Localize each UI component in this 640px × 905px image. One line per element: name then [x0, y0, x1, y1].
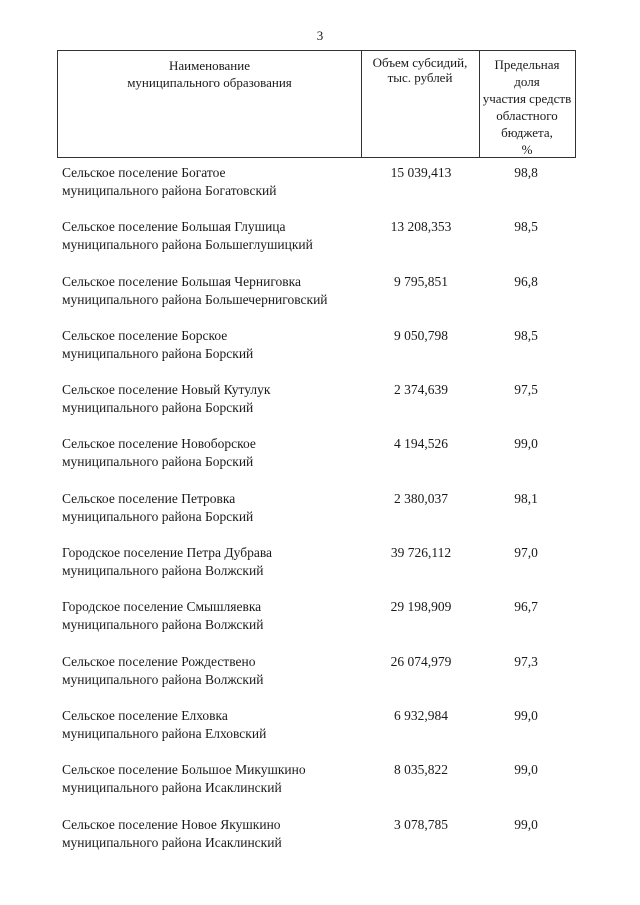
table-row — [0, 653, 640, 707]
municipality-name: Сельское поселение Рождествено муниципального района Волжский — [62, 653, 264, 687]
page-number: 3 — [316, 28, 324, 43]
budget-share: 96,8 — [514, 273, 538, 289]
budget-share: 97,5 — [514, 382, 538, 398]
municipality-name: Сельское поселение Борское муниципального района Борский — [62, 327, 254, 361]
subsidy-volume: 2 380,037 — [394, 490, 448, 506]
budget-share: 99,0 — [514, 707, 538, 723]
table-row — [0, 490, 640, 544]
table-row — [0, 218, 640, 272]
budget-share: 98,5 — [514, 219, 538, 235]
table-row — [0, 816, 640, 870]
table-body — [0, 164, 640, 870]
subsidy-volume: 26 074,979 — [390, 653, 452, 669]
header-volume-line: тыс. рублей — [387, 70, 453, 85]
subsidy-volume: 29 198,909 — [390, 599, 452, 615]
municipality-name: Сельское поселение Богатое муниципального района Богатовский — [62, 165, 277, 198]
subsidy-volume: 6 932,984 — [394, 707, 448, 723]
table-row — [0, 273, 640, 327]
subsidy-volume: 3 078,785 — [394, 816, 448, 832]
municipality-name: Сельское поселение Большое Микушкино муниципального района Исаклинский — [62, 762, 306, 796]
budget-share: 99,0 — [514, 816, 538, 832]
budget-share: 96,7 — [514, 599, 538, 615]
header-share-line: бюджета, — [501, 125, 553, 140]
header-name-line: муниципального образования — [127, 75, 292, 90]
municipality-name: Сельское поселение Новое Якушкино муниципального района Исаклинский — [62, 816, 282, 850]
municipality-name: Городское поселение Петра Дубрава муниципального района Волжский — [62, 545, 273, 579]
header-share-column — [479, 56, 575, 158]
subsidy-volume: 15 039,413 — [390, 165, 452, 180]
budget-share: 99,0 — [514, 436, 538, 452]
municipality-name: Сельское поселение Новоборское муниципального района Борский — [62, 436, 256, 470]
subsidy-volume: 2 374,639 — [394, 382, 448, 398]
budget-share: 97,3 — [514, 653, 538, 669]
budget-share: 97,0 — [514, 545, 538, 561]
table-row — [0, 598, 640, 652]
table-row — [0, 164, 640, 218]
header-share-line: % — [521, 142, 533, 157]
header-share-line: доля — [514, 74, 540, 89]
municipality-name: Сельское поселение Петровка муниципального района Борский — [62, 490, 254, 524]
budget-share: 98,5 — [514, 327, 538, 343]
header-share-line: областного — [496, 108, 558, 123]
header-share-line: Предельная — [494, 57, 560, 72]
header-volume-line: Объем субсидий, — [372, 55, 468, 70]
budget-share: 98,1 — [514, 490, 538, 506]
table-row — [0, 327, 640, 381]
municipality-name: Сельское поселение Елховка муниципального района Елховский — [62, 707, 267, 741]
subsidy-volume: 9 795,851 — [394, 273, 448, 289]
table-row — [0, 381, 640, 435]
subsidy-volume: 4 194,526 — [394, 436, 448, 452]
budget-share: 98,8 — [514, 165, 538, 180]
subsidy-volume: 8 035,822 — [394, 762, 448, 778]
header-name-column — [58, 57, 361, 91]
table-row — [0, 761, 640, 815]
table-row — [0, 544, 640, 598]
budget-share: 99,0 — [514, 762, 538, 778]
header-name-line: Наименование — [169, 58, 250, 73]
subsidy-volume: 9 050,798 — [394, 327, 448, 343]
subsidy-volume: 13 208,353 — [390, 219, 452, 235]
municipality-name: Сельское поселение Большая Черниговка муниципального района Большечерниговский — [62, 273, 328, 307]
header-volume-column — [361, 55, 479, 85]
table-row — [0, 707, 640, 761]
municipality-name: Сельское поселение Большая Глушица муниципального района Большеглушицкий — [62, 219, 313, 253]
subsidy-volume: 39 726,112 — [390, 545, 452, 561]
table-row — [0, 435, 640, 489]
municipality-name: Городское поселение Смышляевка муниципального района Волжский — [62, 599, 264, 633]
table-header — [57, 50, 576, 158]
municipality-name: Сельское поселение Новый Кутулук муниципального района Борский — [62, 382, 271, 416]
header-share-line: участия средств — [482, 91, 572, 106]
